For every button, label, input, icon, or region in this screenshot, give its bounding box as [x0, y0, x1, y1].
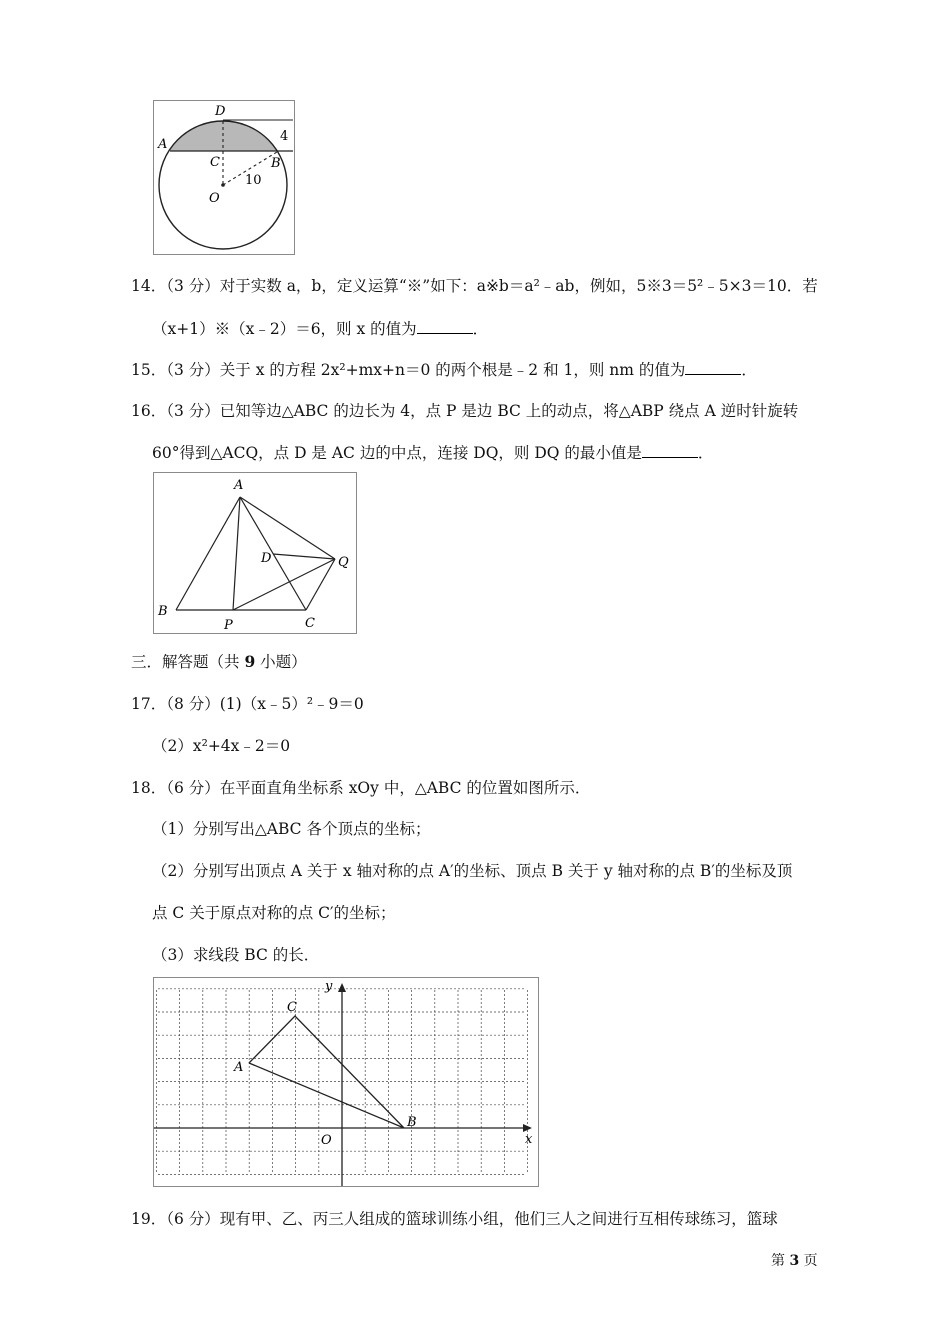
label-c: C — [287, 1000, 297, 1015]
question-16-line-1: 16．（3 分）已知等边△ABC 的边长为 4，点 P 是边 BC 上的动点，将△ABP 绕点 A 逆时针旋转 — [131, 402, 799, 420]
question-18-sub-1: （1）分别写出△ABC 各个顶点的坐标； — [152, 820, 431, 838]
label-p: P — [224, 618, 233, 633]
section-count: 9 — [244, 652, 256, 671]
label-length-4: 4 — [280, 129, 289, 144]
label-y: y — [325, 979, 333, 994]
circle-figure — [153, 100, 295, 255]
label-a: A — [158, 137, 168, 152]
page-footer — [771, 1250, 818, 1270]
label-d: D — [261, 551, 272, 566]
section-heading-suffix: 小题） — [255, 653, 307, 671]
question-17-part-1: 17．（8 分）(1)（x﹣5）²﹣9＝0 — [131, 695, 364, 713]
question-14-line-1: 14．（3 分）对于实数 a，b，定义运算“※”如下：a※b＝a²﹣ab，例如，5※3＝5²﹣5×3＝10．若 — [131, 277, 818, 295]
label-x: x — [525, 1132, 533, 1147]
label-origin: O — [321, 1133, 332, 1148]
label-c: C — [210, 155, 220, 170]
section-heading — [131, 650, 307, 672]
question-15-end: ． — [741, 361, 757, 379]
page-label-post: 页 — [799, 1253, 818, 1269]
question-18-sub-2-line-2: 点 C 关于原点对称的点 C′的坐标； — [152, 904, 396, 922]
question-16-end: ． — [697, 444, 714, 462]
question-16-text: 60°得到△ACQ，点 D 是 AC 边的中点，连接 DQ，则 DQ 的最小值是 — [152, 444, 642, 462]
question-14-line-2 — [152, 317, 488, 339]
label-b: B — [158, 604, 168, 619]
page-label-pre: 第 — [771, 1253, 790, 1269]
question-19-line-1: 19．（6 分）现有甲、乙、丙三人组成的篮球训练小组，他们三人之间进行互相传球练习，篮球 — [131, 1210, 778, 1228]
coordinate-grid-figure — [153, 977, 539, 1187]
y-axis-arrow-icon — [338, 983, 346, 992]
question-14-end: ． — [472, 320, 489, 338]
shaded-segment — [154, 119, 294, 151]
center-dot — [221, 183, 225, 187]
answer-blank-14 — [417, 319, 473, 334]
label-c: C — [305, 616, 315, 631]
section-heading-prefix: 三．解答题（共 — [131, 653, 245, 671]
answer-blank-16 — [642, 443, 698, 458]
question-18-sub-2-line-1: （2）分别写出顶点 A 关于 x 轴对称的点 A′的坐标、顶点 B 关于 y 轴对称的点 B′的坐标及顶 — [152, 862, 793, 880]
triangle-rotation-figure — [153, 472, 357, 634]
question-15-text: 15．（3 分）关于 x 的方程 2x²+mx+n＝0 的两个根是﹣2 和 1，则 nm 的值为 — [131, 361, 686, 379]
label-b: B — [271, 156, 281, 171]
label-a: A — [234, 478, 244, 493]
label-d: D — [215, 104, 226, 119]
question-18-stem: 18．（6 分）在平面直角坐标系 xOy 中，△ABC 的位置如图所示． — [131, 779, 591, 797]
label-a: A — [234, 1060, 244, 1075]
question-16-line-2 — [152, 441, 713, 463]
question-15 — [131, 358, 757, 380]
label-o: O — [209, 191, 220, 206]
label-b: B — [407, 1115, 417, 1130]
page-number: 3 — [789, 1253, 800, 1269]
question-17-part-2: （2）x²+4x﹣2＝0 — [152, 737, 291, 755]
label-length-10: 10 — [245, 173, 262, 188]
answer-blank-15 — [685, 360, 741, 375]
question-14-text: （x+1）※（x﹣2）＝6，则 x 的值为 — [152, 320, 417, 338]
question-18-sub-3: （3）求线段 BC 的长． — [152, 946, 320, 964]
label-q: Q — [338, 555, 349, 570]
